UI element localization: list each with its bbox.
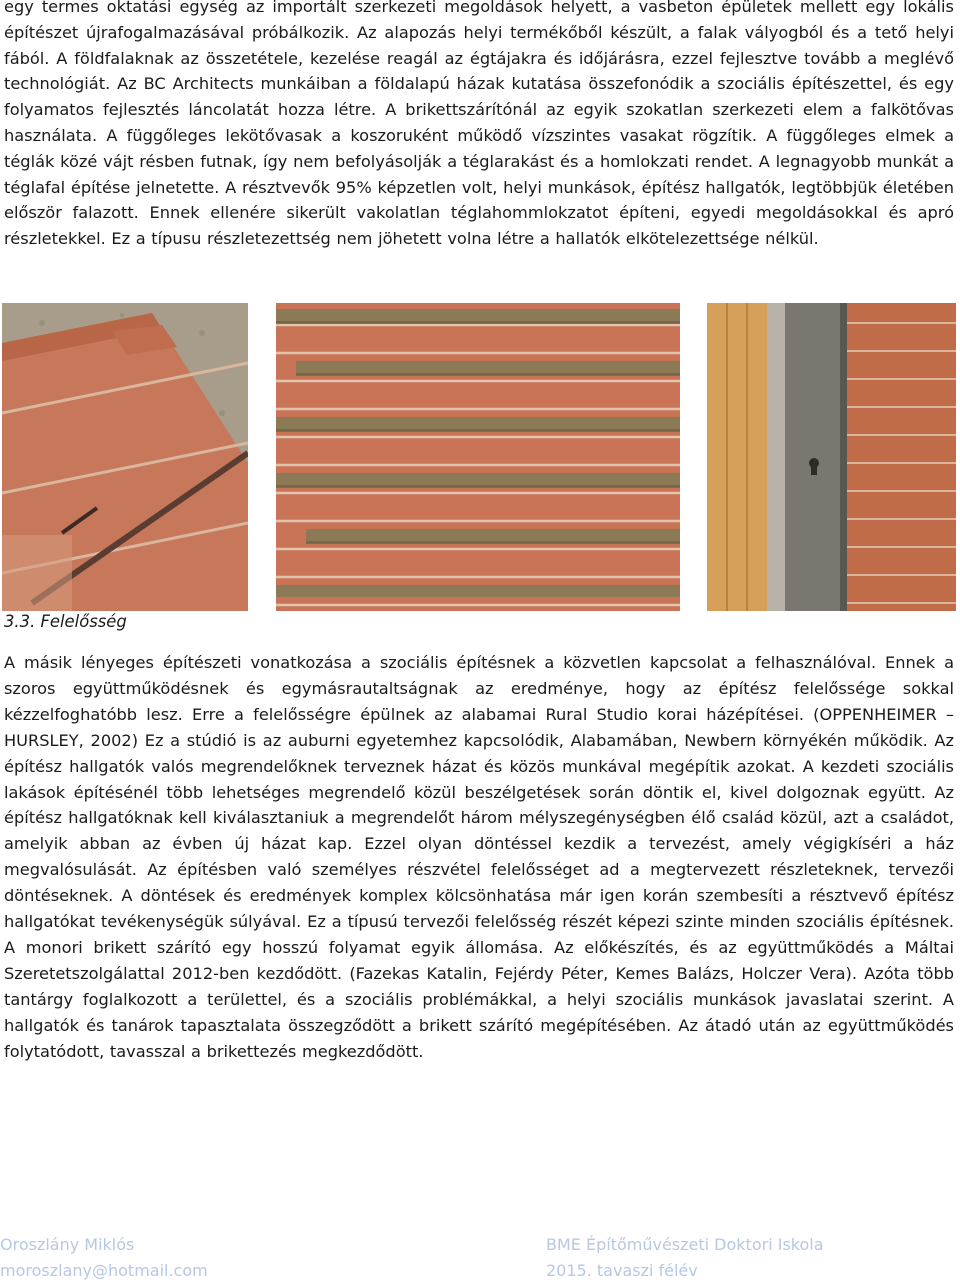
page-footer [0, 1232, 960, 1279]
author-email[interactable]: moroszlany@hotmail.com [0, 1261, 208, 1280]
body-paragraph-bottom: A másik lényeges építészeti vonatkozása a szociális építésnek a közvetlen kapcsolat a felhasználóval. Ennek a szoros együttműködésnek és egymásrautaltságnak az eredménye, hogy az építész felelőssége sokkal kézzelfoghatóbb lesz. Erre a felelősségre épülnek az alabamai Rural Studio korai házépítései. (OPPENHEIMER – HURSLEY, 2002) Ez a stúdió is az auburni egyetemhez kapcsolódik, Alabamában, Newbern környékén működik. Az építész hallgatók valós megrendelőknek terveznek házat és közös munkával megépítik azokat. A kezdeti szociális lakások építésénél több lehetséges megrendelő közül beszélgetések során döntik el, kivel dolgoznak együtt. Az építész hallgatóknak kell kiválasztaniuk a megrendelőt három mélyszegénységben élő család közül, azt a családot, amelyik abban az évben új házat kap. Ezzel olyan döntéssel kezdik a tervezést, amely végigkíséri a ház megvalósulását. Az építésben való személyes részvétel felelősséget ad a megtervezett részleteknek, tervezői döntéseknek. A döntések és eredmények komplex kölcsönhatása már igen korán szembesíti a résztvevő építész hallgatókat tevékenységük súlyával. Ez a típusú tervezői felelősség részét képezi szinte minden szociális építésnek. A monori brikett szárító egy hosszú folyamat egyik állomása. Az előkészítés, és az együttműködés a Máltai Szeretetszolgálattal 2012-ben kezdődött. (Fazekas Katalin, Fejérdy Péter, Kemes Balázs, Holczer Vera). Azóta több tantárgy foglalkozott a területtel, és a szociális problémákkal, a helyi szociális munkások javaslatai szerint. A hallgatók és tanárok tapasztalata összegződött a brikett szárító megépítésében. Az átadó után az együttműködés folytatódott, tavasszal a brikettezés megkezdődött. [4, 653, 954, 1061]
semester-label: 2015. tavaszi félév [546, 1261, 698, 1280]
brick-tie-rod-image [2, 303, 248, 611]
footer-author [0, 1232, 208, 1284]
photo-strip [0, 303, 960, 611]
photo-door-brick-wall [707, 303, 956, 611]
section-heading: 3.3. Felelősség [4, 612, 127, 631]
photo-brick-tie-rod [2, 303, 248, 611]
briquette-rack-image [276, 303, 680, 611]
photo-briquette-rack [276, 303, 680, 611]
body-paragraph-top: egy termes oktatási egység az importált szerkezeti megoldások helyett, a vasbeton épületek mellett egy lokális építészet újrafogalmazásával próbálkozik. Az alapozás helyi termékőből készült, a falak vályogból és a tető helyi fából. A földfalaknak az összetétele, kezelése reagál az égtájakra és időjárásra, ezzel fejlesztve tovább a meglévő technológiát. Az BC Architects munkáiban a földalapú házak kutatása összefonódik a szociális építészettel, és egy folyamatos fejlesztés láncolatát hozza létre. A brikettszárítónál az egyik szokatlan szerkezeti elem a falkötővas használata. A függőleges lekötővasak a koszoruként működő vízszintes vasakat rögzítik. A függőleges elmek a téglák közé vájt résben futnak, így nem befolyásolják a téglarakást és a homlokzati rendet. A legnagyobb munkát a téglafal építése jelnetette. A résztvevők 95% képzetlen volt, helyi munkások, építész hallgatók, legtöbbjük életében először falazott. Ennek ellenére sikerült vakolatlan téglahommlokzatot építeni, egyedi megoldásokkal és apró részletekkel. Ez a típusu részletezettség nem jöhetett volna létre a hallatók elkötelezettsége nélkül. [4, 0, 954, 249]
institution-name: BME Építőművészeti Doktori Iskola [546, 1235, 824, 1254]
footer-institution [546, 1232, 824, 1284]
author-name: Oroszlány Miklós [0, 1235, 135, 1254]
door-brick-wall-image [707, 303, 956, 611]
